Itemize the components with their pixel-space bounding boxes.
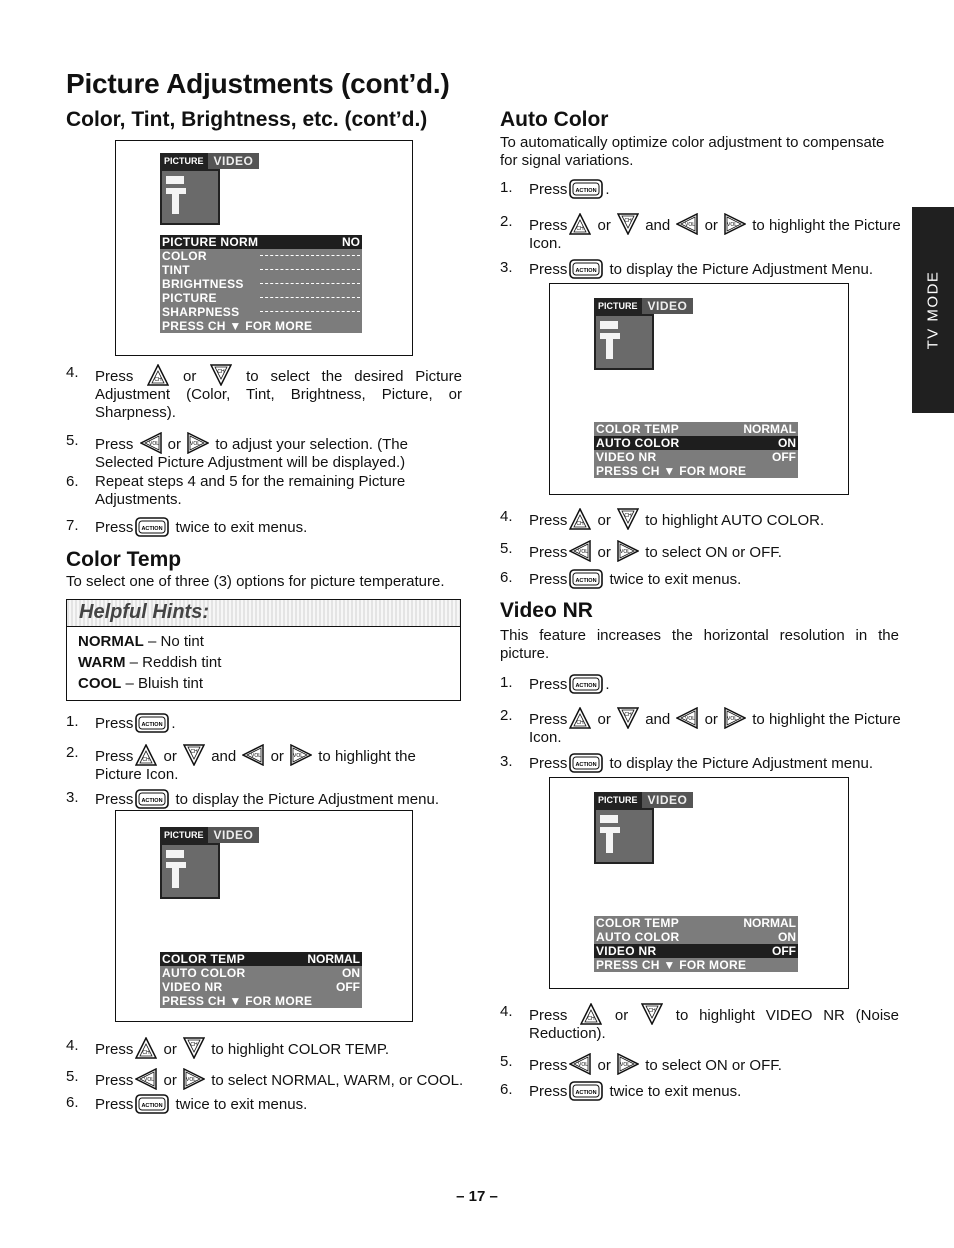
action-button-icon bbox=[569, 1081, 603, 1101]
channel-down-icon bbox=[641, 1003, 663, 1025]
color-temp-intro: To select one of three (3) options for picture temperature. bbox=[66, 573, 445, 590]
channel-down-icon bbox=[183, 744, 205, 766]
menu-row: COLOR TEMP NORMAL bbox=[162, 952, 360, 966]
tv-mode-side-tab bbox=[912, 207, 954, 413]
video-nr-heading: Video NR bbox=[500, 599, 593, 622]
helpful-hints-title: Helpful Hints: bbox=[79, 601, 209, 623]
volume-left-icon bbox=[676, 213, 698, 235]
channel-down-icon bbox=[617, 707, 639, 729]
channel-down-icon bbox=[183, 1037, 205, 1059]
channel-up-icon bbox=[135, 744, 157, 766]
tv-tab-bar bbox=[160, 827, 259, 843]
menu-row: AUTO COLOR ON bbox=[596, 930, 796, 944]
action-button-icon bbox=[569, 674, 603, 694]
action-button-icon bbox=[569, 259, 603, 279]
menu-row: PICTURE NORM NO bbox=[162, 235, 360, 249]
tv-screen-video-nr bbox=[549, 777, 849, 989]
menu-row: COLOR bbox=[160, 249, 362, 263]
channel-down-icon bbox=[617, 213, 639, 235]
menu-row: BRIGHTNESS bbox=[160, 277, 362, 291]
page-number: – 17 – bbox=[456, 1188, 498, 1205]
action-button-icon bbox=[569, 753, 603, 773]
action-button-icon bbox=[135, 1094, 169, 1114]
side-tab-label: TV MODE bbox=[924, 270, 942, 350]
volume-left-icon bbox=[569, 540, 591, 562]
menu-row: SHARPNESS bbox=[160, 305, 362, 319]
volume-right-icon bbox=[724, 707, 746, 729]
tv-tab-bar bbox=[594, 792, 693, 808]
menu-row: COLOR TEMP NORMAL bbox=[596, 422, 796, 436]
tv-tab-video: VIDEO bbox=[642, 298, 694, 314]
channel-up-icon bbox=[569, 508, 591, 530]
volume-right-icon bbox=[617, 540, 639, 562]
picture-menu-icon bbox=[160, 843, 220, 899]
channel-up-icon bbox=[147, 364, 169, 386]
menu-row: AUTO COLOR ON bbox=[162, 966, 360, 980]
menu-row: AUTO COLOR ON bbox=[596, 436, 796, 450]
tv-tab-video: VIDEO bbox=[642, 792, 694, 808]
tv-menu-list bbox=[160, 952, 362, 1008]
page-title: Picture Adjustments (cont’d.) bbox=[66, 68, 450, 99]
channel-up-icon bbox=[569, 213, 591, 235]
action-button-icon bbox=[135, 517, 169, 537]
tv-menu-list bbox=[160, 235, 362, 333]
color-temp-heading: Color Temp bbox=[66, 548, 182, 571]
volume-right-icon bbox=[724, 213, 746, 235]
picture-menu-icon bbox=[594, 314, 654, 370]
menu-row: VIDEO NR OFF bbox=[596, 944, 796, 958]
volume-right-icon bbox=[290, 744, 312, 766]
action-button-icon bbox=[135, 789, 169, 809]
helpful-hints-header bbox=[67, 600, 460, 627]
menu-row: COLOR TEMP NORMAL bbox=[596, 916, 796, 930]
tv-tab-bar bbox=[594, 298, 693, 314]
tv-tab-picture: PICTURE bbox=[160, 827, 208, 843]
section-heading: Color, Tint, Brightness, etc. (cont’d.) bbox=[66, 108, 428, 131]
hint-item: NORMAL – No tint bbox=[78, 633, 204, 650]
menu-row: PRESS CH ▼ FOR MORE bbox=[596, 464, 747, 478]
volume-right-icon bbox=[187, 432, 209, 454]
tv-tab-video: VIDEO bbox=[208, 153, 260, 169]
menu-row: VIDEO NR OFF bbox=[162, 980, 360, 994]
tv-tab-picture: PICTURE bbox=[160, 153, 208, 169]
tv-menu-list bbox=[594, 916, 798, 972]
picture-menu-icon bbox=[594, 808, 654, 864]
volume-right-icon bbox=[617, 1053, 639, 1075]
tv-screen-auto-color bbox=[549, 283, 849, 495]
hint-item: COOL – Bluish tint bbox=[78, 675, 204, 692]
volume-left-icon bbox=[676, 707, 698, 729]
auto-color-intro: To automatically optimize color adjustment to compensate for signal variations. bbox=[500, 134, 885, 169]
action-button-icon bbox=[135, 713, 169, 733]
channel-up-icon bbox=[569, 707, 591, 729]
tv-tab-picture: PICTURE bbox=[594, 298, 642, 314]
menu-row: PICTURE bbox=[160, 291, 362, 305]
hint-item: WARM – Reddish tint bbox=[78, 654, 222, 671]
volume-left-icon bbox=[569, 1053, 591, 1075]
volume-left-icon bbox=[242, 744, 264, 766]
channel-up-icon bbox=[580, 1003, 602, 1025]
tv-tab-bar bbox=[160, 153, 259, 169]
volume-left-icon bbox=[135, 1068, 157, 1090]
tv-tab-picture: PICTURE bbox=[594, 792, 642, 808]
tv-screen-picture-menu bbox=[115, 140, 413, 356]
picture-menu-icon bbox=[160, 169, 220, 225]
action-button-icon bbox=[569, 179, 603, 199]
channel-down-icon bbox=[210, 364, 232, 386]
tv-tab-video: VIDEO bbox=[208, 827, 260, 843]
menu-row: VIDEO NR OFF bbox=[596, 450, 796, 464]
channel-up-icon bbox=[135, 1037, 157, 1059]
volume-right-icon bbox=[183, 1068, 205, 1090]
tv-screen-color-temp bbox=[115, 810, 413, 1022]
menu-row: PRESS CH ▼ FOR MORE bbox=[162, 319, 313, 333]
menu-row: PRESS CH ▼ FOR MORE bbox=[162, 994, 313, 1008]
action-button-icon bbox=[569, 569, 603, 589]
tv-menu-list bbox=[594, 422, 798, 478]
auto-color-heading: Auto Color bbox=[500, 108, 609, 131]
helpful-hints-box bbox=[66, 599, 461, 701]
menu-row: TINT bbox=[160, 263, 362, 277]
video-nr-intro: This feature increases the horizontal resolution in the picture. bbox=[500, 627, 899, 662]
volume-left-icon bbox=[140, 432, 162, 454]
channel-down-icon bbox=[617, 508, 639, 530]
menu-row: PRESS CH ▼ FOR MORE bbox=[596, 958, 747, 972]
